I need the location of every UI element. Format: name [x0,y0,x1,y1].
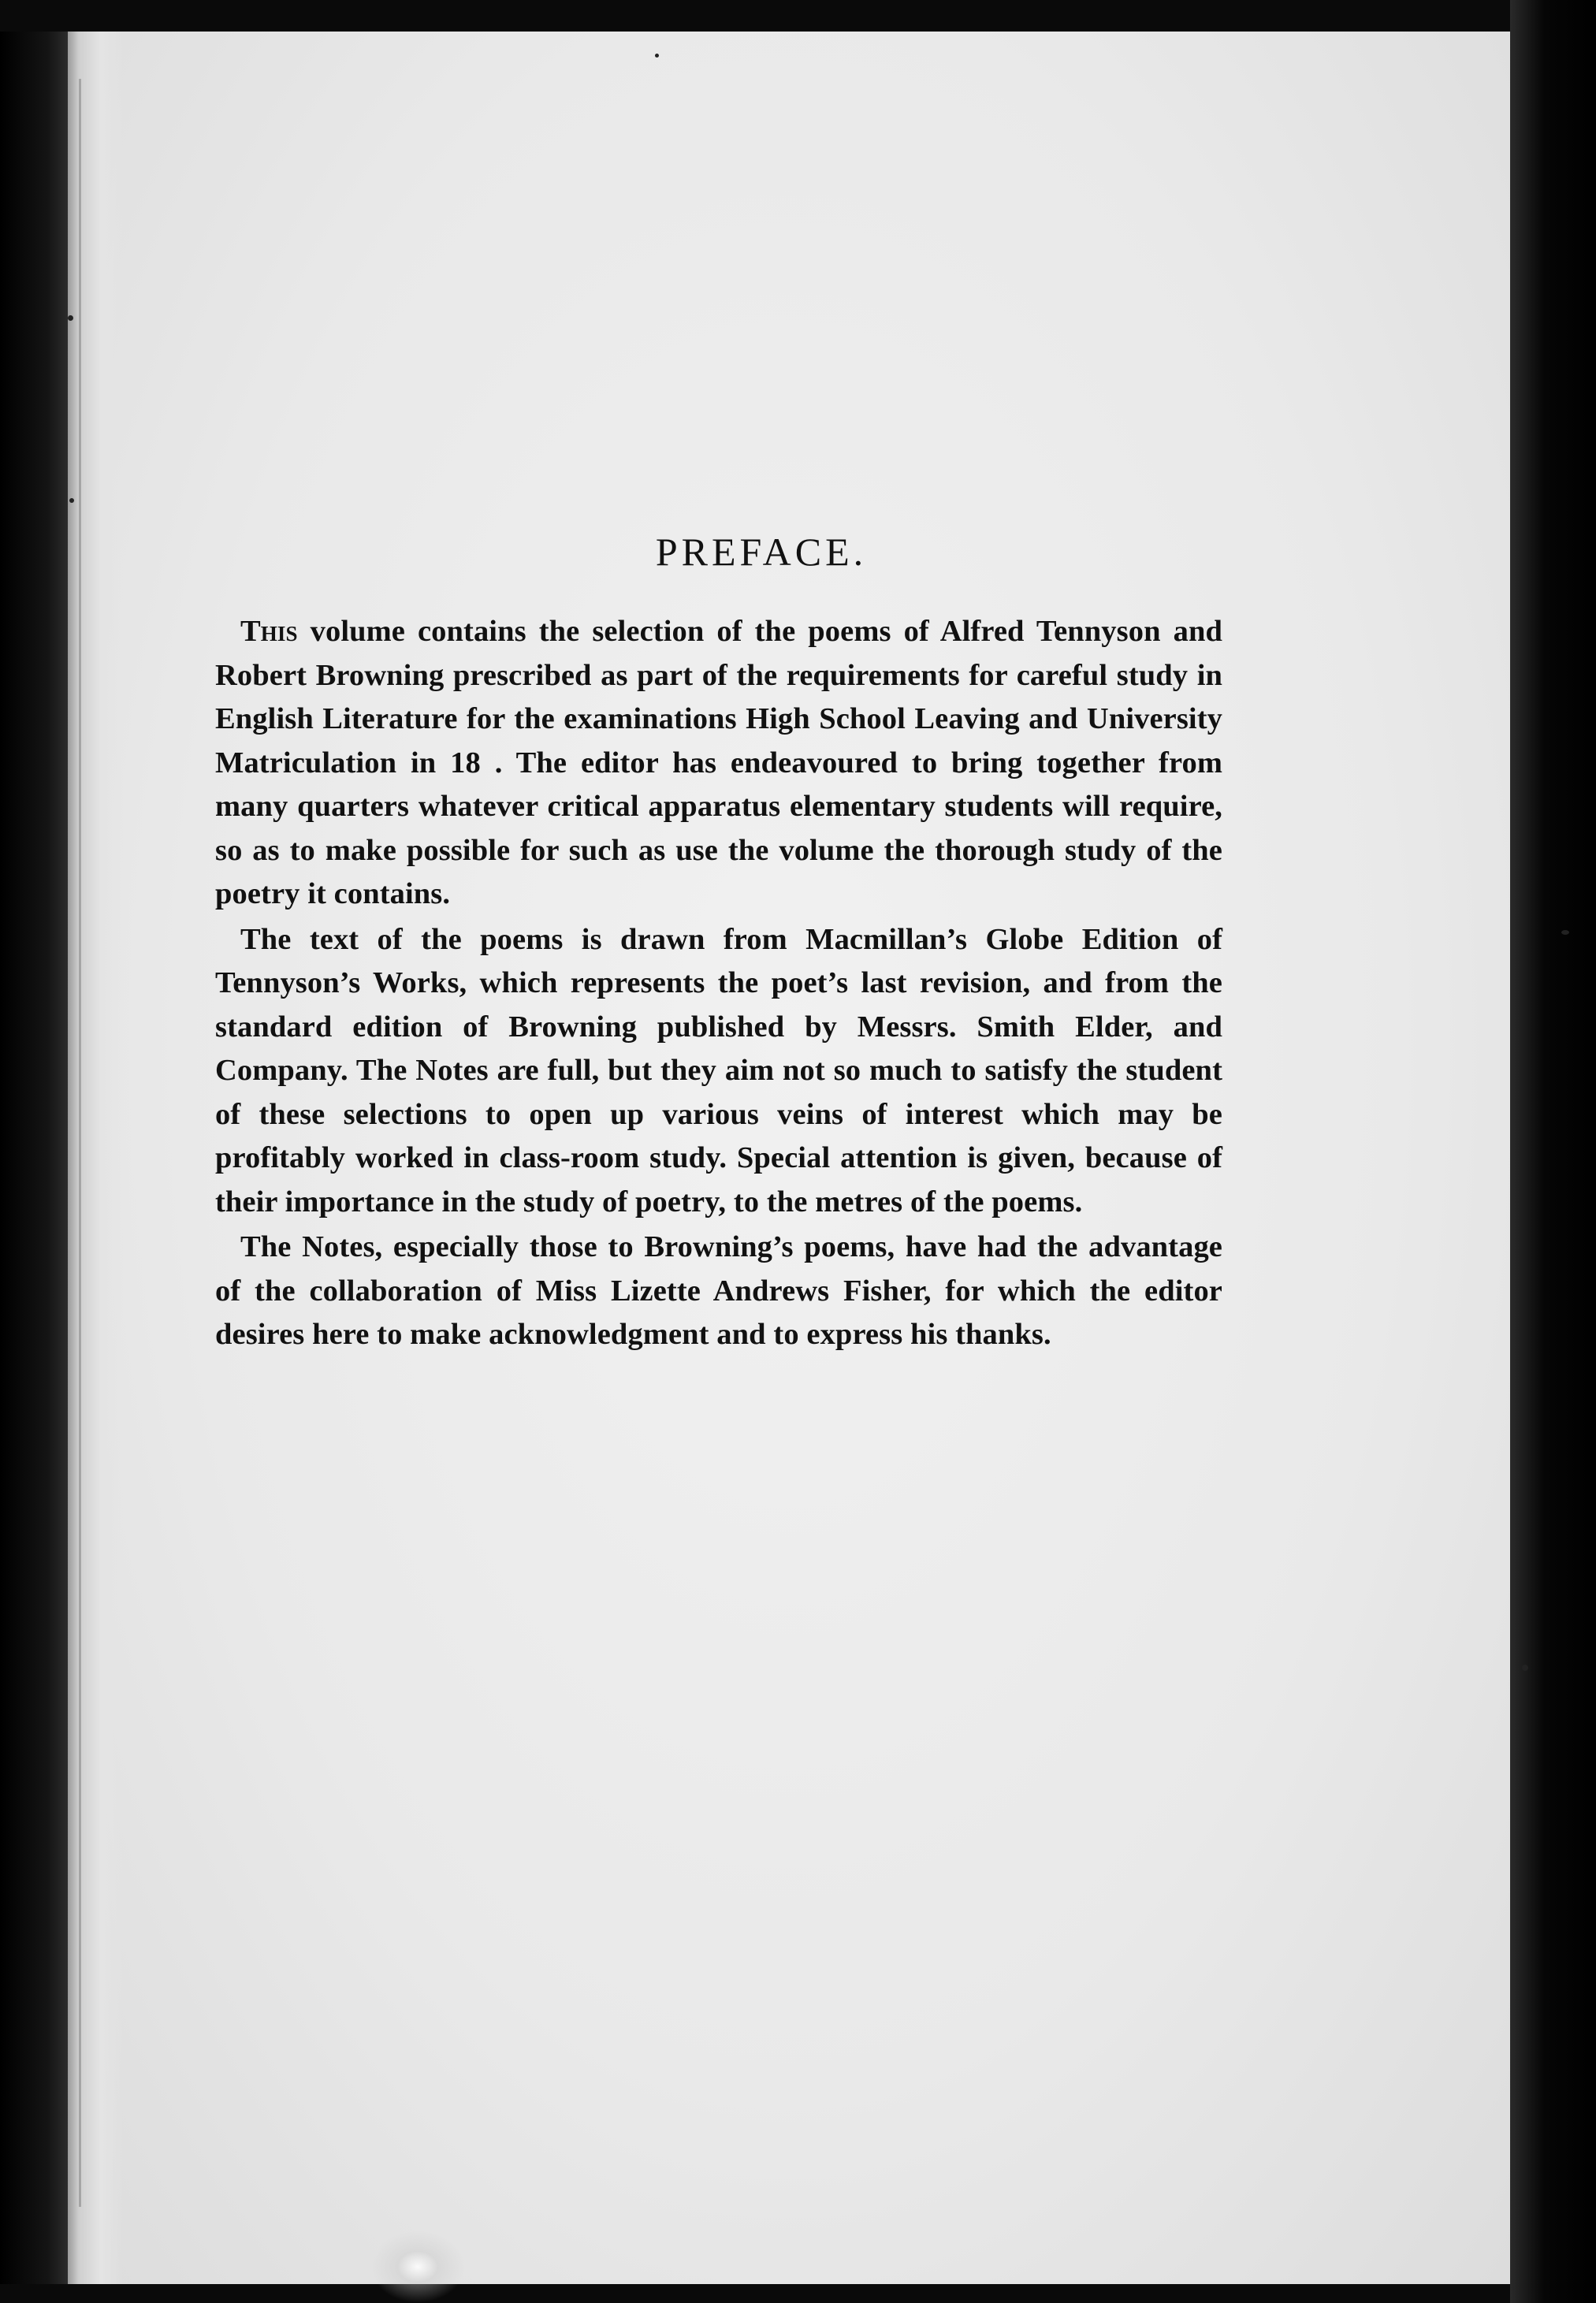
scan-bottom-border [0,2284,1596,2303]
scan-speck [1522,1665,1528,1671]
paragraph-text: volume contains the selection of the poems of Alfred Tennyson and Robert Browning prescribed as part of the requirements for careful study in English Literature for the examinations High School Leaving and University Matriculation in 18 . The editor has endeavoured to bring together from many quarters whatever critical apparatus elementary students will require, so as to make possible for such as use the volume the thorough study of the poetry it contains. [215,615,1222,910]
page-gutter [68,32,123,2284]
scan-speck [69,498,74,503]
paragraph-2 [215,918,1222,1225]
scan-speck [1561,930,1569,935]
preface-body [215,610,1222,1357]
paragraph-lead: This [240,615,298,648]
scan-left-border [0,0,68,2303]
paragraph-text: The text of the poems is drawn from Macmillan’s Globe Edition of Tennyson’s Works, which represents the poet’s last revision, and from the standard edition of Browning published by Messrs. Smith Elder, and Company. The Notes are full, but they aim not so much to satisfy the student of these selections to open up various veins of interest which may be profitably worked in class-room study. Special attention is given, because of their importance in the study of poetry, to the metres of the poems. [215,922,1222,1218]
paragraph-3 [215,1226,1222,1357]
scan-speck [68,315,73,321]
scan-top-border [0,0,1596,32]
scan-light-flare [370,2230,465,2303]
paragraph-text: The Notes, especially those to Browning’s poems, have had the advantage of the collaboration of Miss Lizette Andrews Fisher, for which the editor desires here to make acknowledgment and to express his thanks. [215,1230,1222,1351]
gutter-crease [79,79,81,2207]
scan-right-border [1510,0,1596,2303]
preface-text-block [215,504,1222,1357]
paragraph-1 [215,610,1222,917]
scan-speck [655,54,659,58]
page-title: PREFACE. [655,530,868,574]
